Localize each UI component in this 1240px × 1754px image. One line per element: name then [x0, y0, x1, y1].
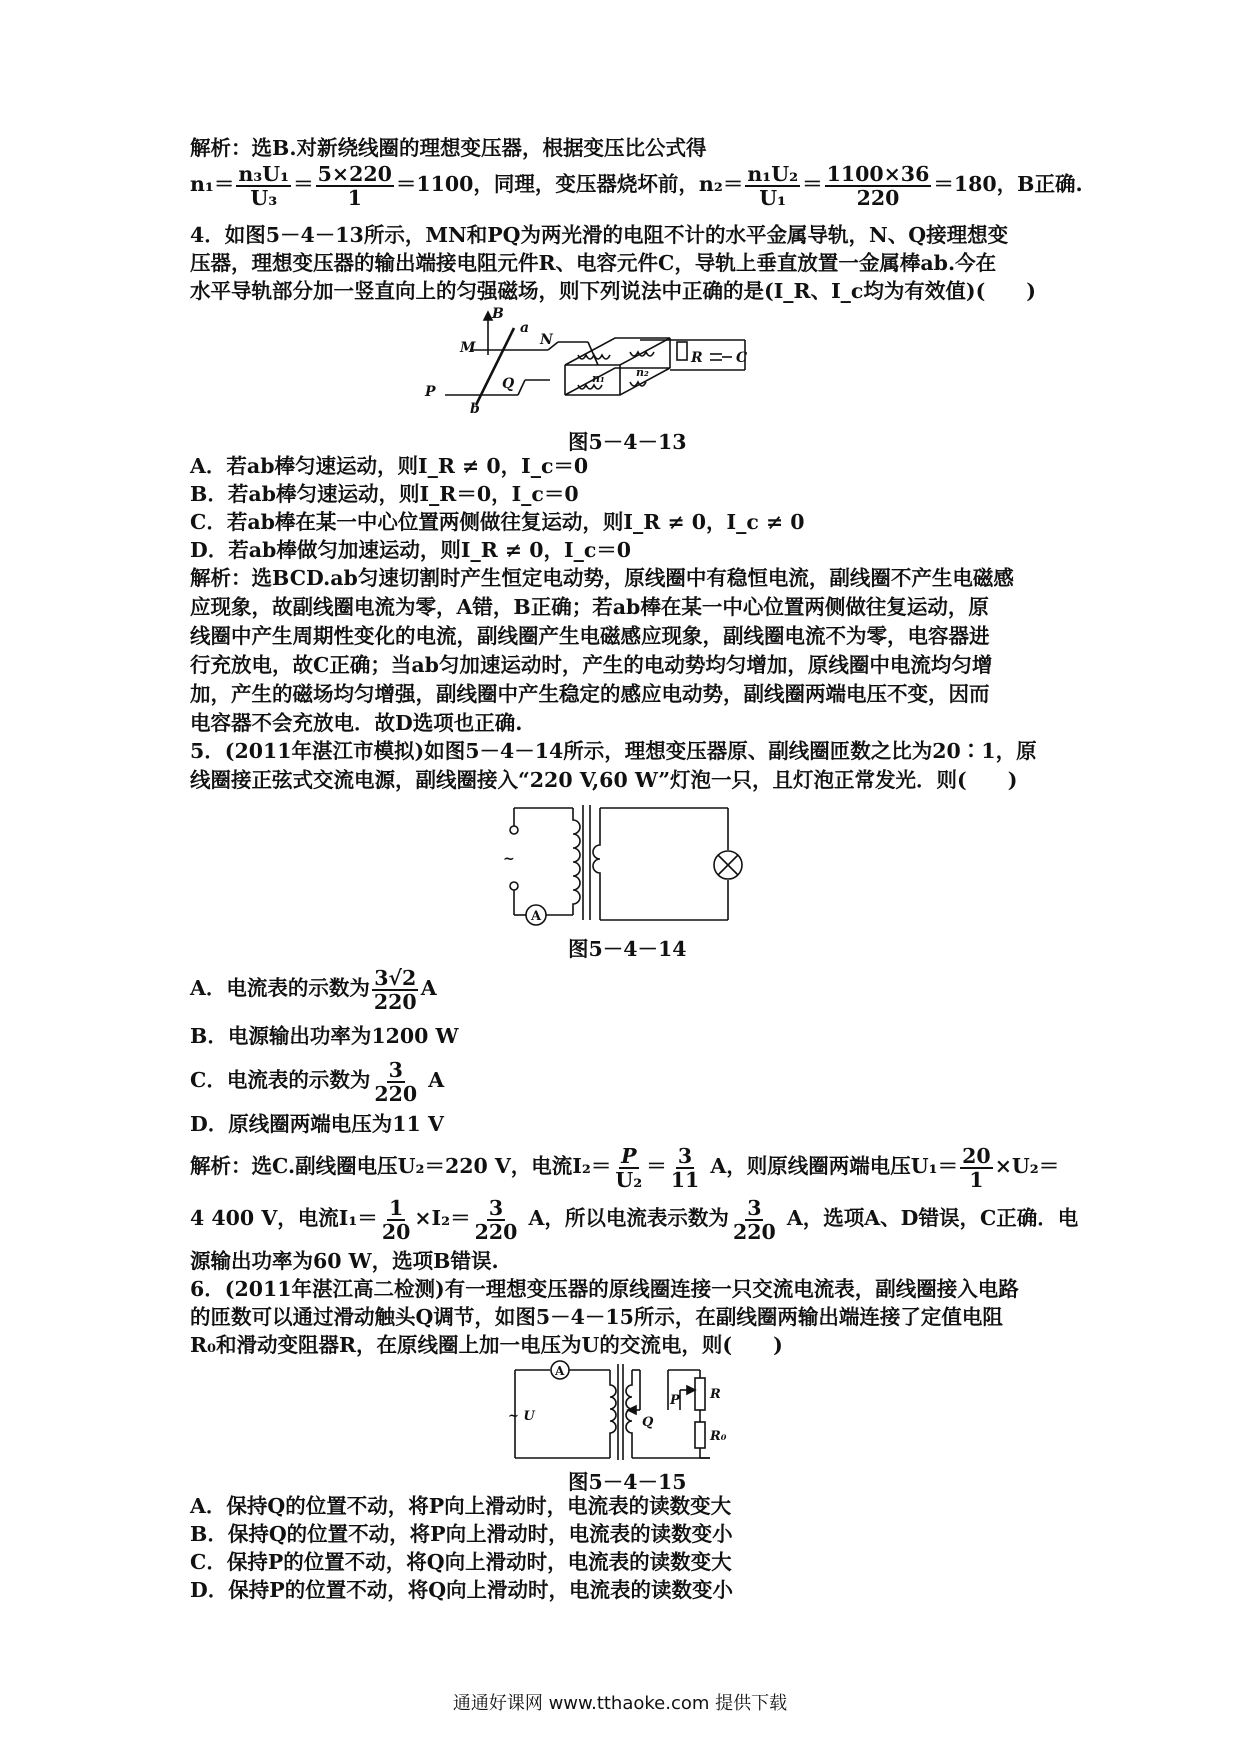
- figure-5-4-14: [498, 800, 748, 929]
- label-U: ~ U: [508, 1409, 535, 1424]
- text: ＝180，B正确.: [933, 172, 1083, 196]
- ammeter-label: A: [531, 909, 542, 924]
- text: 4 400 V，电流I₁＝: [190, 1206, 378, 1230]
- question-6-line: 6．(2011年湛江高二检测)有一理想变压器的原线圈连接一只交流电流表，副线圈接入电路: [190, 1277, 1019, 1301]
- label-Q: Q: [502, 376, 515, 392]
- question-5-line: 5．(2011年湛江市模拟)如图5－4－14所示，理想变压器原、副线圈匝数之比为20∶1，原: [190, 739, 1037, 763]
- text: 解析：选C.副线圈电压U₂＝220 V，电流I₂＝: [190, 1154, 612, 1178]
- text: ×U₂＝: [994, 1154, 1060, 1178]
- option-d: D．保持P的位置不动，将Q向上滑动时，电流表的读数变小: [190, 1578, 734, 1602]
- text: n₁＝: [190, 172, 235, 196]
- text: ＝: [802, 172, 823, 196]
- solution-line: 电容器不会充放电．故D选项也正确.: [190, 711, 523, 735]
- option-a: [190, 966, 437, 1013]
- fraction: $\frac{3}{220}$: [732, 1195, 776, 1244]
- solution-line: 线圈中产生周期性变化的电流，副线圈产生电磁感应现象，副线圈电流不为零，电容器进: [190, 624, 990, 648]
- text: A: [421, 1068, 445, 1092]
- fraction: $\frac{3}{220}$: [474, 1195, 518, 1244]
- fraction: $\frac{1100\times 36}{220}$: [826, 161, 930, 210]
- formula-line: [190, 162, 1083, 209]
- ammeter-label: A: [555, 1364, 565, 1378]
- fraction: $\frac{\text{n₃U₁}}{\text{U₃}}$: [238, 161, 290, 210]
- fraction: $\frac{20}{1}$: [962, 1143, 991, 1192]
- question-4-line: 压器，理想变压器的输出端接电阻元件R、电容元件C，导轨上垂直放置一金属棒ab.今在: [190, 251, 997, 275]
- option-c: C．若ab棒在某一中心位置两侧做往复运动，则I_R ≠ 0，I_c ≠ 0: [190, 510, 805, 534]
- option-d: D．原线圈两端电压为11 V: [190, 1112, 444, 1136]
- text: A，所以电流表示数为: [521, 1206, 729, 1230]
- fraction: $\frac{\text{n₁U₂}}{\text{U₁}}$: [747, 161, 799, 210]
- solution-line: [190, 1196, 1078, 1243]
- label-R0: R₀: [710, 1429, 727, 1444]
- solution-line: [190, 1144, 1059, 1191]
- text: C．电流表的示数为: [190, 1068, 371, 1092]
- fraction: $\frac{5\times 220}{1}$: [317, 161, 392, 210]
- text: ＝1100，同理，变压器烧坏前，n₂＝: [395, 172, 744, 196]
- label-a: a: [520, 320, 530, 336]
- question-5-line: 线圈接正弦式交流电源，副线圈接入“220 V,60 W”灯泡一只，且灯泡正常发光．则( ): [190, 768, 1018, 792]
- question-4-line: 水平导轨部分加一竖直向上的匀强磁场，则下列说法中正确的是(I_R、I_c均为有效值)( ): [190, 279, 1036, 303]
- text: A: [420, 976, 437, 1000]
- solution-line: 应现象，故副线圈电流为零，A错，B正确；若ab棒在某一中心位置两侧做往复运动，原: [190, 595, 989, 619]
- text: ＝: [646, 1154, 667, 1178]
- figure-5-4-13: [425, 306, 770, 419]
- label-P: P: [425, 384, 436, 400]
- text: A，则原线圈两端电压U₁＝: [703, 1154, 959, 1178]
- figure-caption: 图5－4－13: [568, 430, 687, 454]
- figure-5-4-15: [510, 1360, 750, 1469]
- label-Q: Q: [642, 1415, 654, 1430]
- option-c: [190, 1058, 444, 1105]
- option-d: D．若ab棒做匀加速运动，则I_R ≠ 0，I_c＝0: [190, 538, 632, 562]
- solution-line: 行充放电，故C正确；当ab匀加速运动时，产生的电动势均匀增加，原线圈中电流均匀增: [190, 653, 993, 677]
- fraction: $\frac{3}{220}$: [374, 1057, 418, 1106]
- option-b: B．电源输出功率为1200 W: [190, 1024, 459, 1048]
- label-tilde: ~: [503, 851, 515, 867]
- figure-caption: 图5－4－14: [568, 937, 687, 961]
- fraction: $\frac{1}{20}$: [381, 1195, 411, 1244]
- question-6-line: 的匝数可以通过滑动触头Q调节，如图5－4－15所示，在副线圈两输出端连接了定值电阻: [190, 1305, 1003, 1329]
- fraction: $\frac{3√2}{220}$: [373, 965, 417, 1014]
- label-b: b: [470, 401, 480, 417]
- solution-line: 解析：选B.对新绕线圈的理想变压器，根据变压比公式得: [190, 136, 707, 160]
- solution-line: 解析：选BCD.ab匀速切割时产生恒定电动势，原线圈中有稳恒电流，副线圈不产生电磁感: [190, 566, 1014, 590]
- option-b: B．若ab棒匀速运动，则I_R＝0，I_c＝0: [190, 482, 579, 506]
- option-b: B．保持Q的位置不动，将P向上滑动时，电流表的读数变小: [190, 1522, 733, 1546]
- option-a: A．保持Q的位置不动，将P向上滑动时，电流表的读数变大: [190, 1494, 732, 1518]
- label-n2: n₂: [636, 366, 649, 379]
- fraction: $\frac{P}{\text{U₂}}$: [615, 1143, 643, 1192]
- label-n1: n₁: [592, 372, 605, 385]
- label-R: R: [691, 350, 703, 366]
- label-R: R: [710, 1387, 721, 1402]
- question-6-line: R₀和滑动变阻器R，在原线圈上加一电压为U的交流电，则( ): [190, 1333, 783, 1357]
- text: A．电流表的示数为: [190, 976, 370, 1000]
- text: A，选项A、D错误，C正确．电: [779, 1206, 1079, 1230]
- footer-text: 通通好课网 www.tthaoke.com 提供下载: [452, 1693, 788, 1714]
- option-a: A．若ab棒匀速运动，则I_R ≠ 0，I_c＝0: [190, 454, 589, 478]
- fraction: $\frac{3}{11}$: [670, 1143, 700, 1192]
- figure-caption: 图5－4－15: [568, 1470, 687, 1494]
- label-N: N: [540, 332, 553, 348]
- label-M: M: [460, 340, 476, 356]
- solution-line: 源输出功率为60 W，选项B错误.: [190, 1249, 499, 1273]
- question-4-line: 4．如图5－4－13所示，MN和PQ为两光滑的电阻不计的水平金属导轨，N、Q接理想变: [190, 223, 1009, 247]
- text: ×I₂＝: [414, 1206, 471, 1230]
- text: ＝: [293, 172, 314, 196]
- label-P: P: [670, 1393, 680, 1408]
- solution-line: 加，产生的磁场均匀增强，副线圈中产生稳定的感应电动势，副线圈两端电压不变，因而: [190, 682, 990, 706]
- option-c: C．保持P的位置不动，将Q向上滑动时，电流表的读数变大: [190, 1550, 732, 1574]
- label-C: C: [736, 350, 748, 366]
- label-B: B: [492, 306, 504, 322]
